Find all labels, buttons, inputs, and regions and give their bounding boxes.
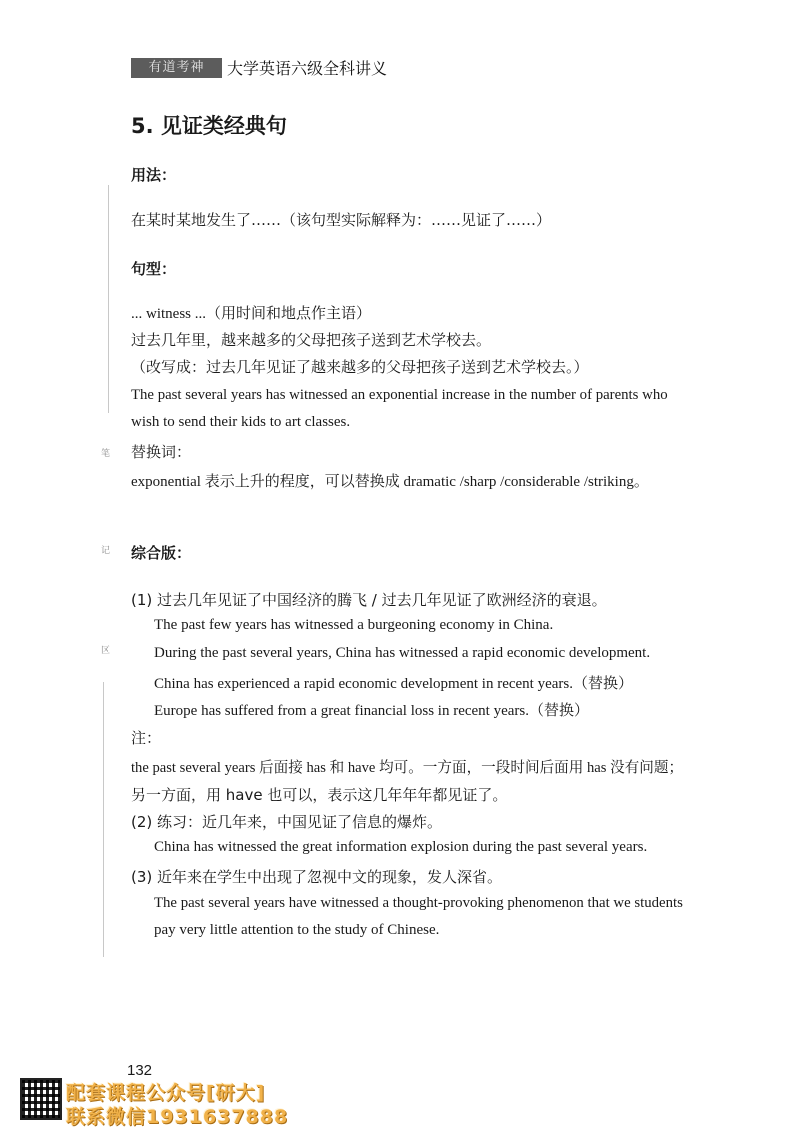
item-heading: (3) 近年来在学生中出现了忽视中文的现象，发人深省。 — [131, 868, 503, 886]
pattern-line: 过去几年里，越来越多的父母把孩子送到艺术学校去。 — [131, 331, 492, 349]
note-label: 注： — [131, 729, 162, 747]
margin-rule — [103, 682, 104, 957]
example-sentence: The past several years have witnessed a thought-provoking phenomenon that we students — [154, 895, 683, 911]
pattern-line: The past several years has witnessed an exponential increase in the number of parents who — [131, 387, 668, 403]
publisher-logo: 有道考神 — [131, 58, 222, 78]
item-heading: (2) 练习：近几年来，中国见证了信息的爆炸。 — [131, 813, 443, 831]
margin-note: 笔 — [101, 449, 111, 459]
example-sentence: The past few years has witnessed a burgeoning economy in China. — [154, 617, 554, 633]
usage-text: 在某时某地发生了……（该句型实际解释为：……见证了……） — [131, 211, 552, 229]
promo-line: 配套课程公众号[研大] — [66, 1082, 266, 1104]
example-sentence: China has witnessed the great information explosion during the past several years. — [154, 839, 648, 855]
page-number: 132 — [127, 1062, 153, 1079]
comprehensive-label: 综合版： — [131, 544, 192, 562]
item-heading: (1) 过去几年见证了中国经济的腾飞 / 过去几年见证了欧洲经济的衰退。 — [131, 591, 607, 609]
replacement-text: exponential 表示上升的程度，可以替换成 dramatic /sharp /considerable /striking。 — [131, 474, 649, 490]
usage-label: 用法： — [131, 166, 177, 184]
note-line: the past several years 后面接 has 和 have 均可。一方面，一段时间后面用 has 没有问题； — [131, 760, 684, 776]
book-title: 大学英语六级全科讲义 — [227, 59, 388, 78]
margin-note: 区 — [101, 646, 111, 656]
note-line: 另一方面，用 have 也可以，表示这几年年年都见证了。 — [131, 786, 508, 804]
qr-code-icon — [20, 1078, 62, 1120]
pattern-line: ... witness ...（用时间和地点作主语） — [131, 306, 372, 322]
replacement-label: 替换词： — [131, 443, 192, 461]
example-sentence: China has experienced a rapid economic development in recent years.（替换） — [154, 676, 633, 692]
example-sentence: During the past several years, China has witnessed a rapid economic development. — [154, 645, 651, 661]
section-title: 5. 见证类经典句 — [131, 114, 287, 138]
margin-note: 记 — [101, 546, 111, 556]
pattern-line: wish to send their kids to art classes. — [131, 414, 351, 430]
margin-rule — [108, 185, 109, 413]
promo-line: 联系微信1931637888 — [66, 1106, 289, 1128]
example-sentence: Europe has suffered from a great financial loss in recent years.（替换） — [154, 703, 589, 719]
example-sentence: pay very little attention to the study of Chinese. — [154, 922, 440, 938]
pattern-line: （改写成：过去几年见证了越来越多的父母把孩子送到艺术学校去。） — [131, 358, 589, 376]
pattern-label: 句型： — [131, 260, 177, 278]
